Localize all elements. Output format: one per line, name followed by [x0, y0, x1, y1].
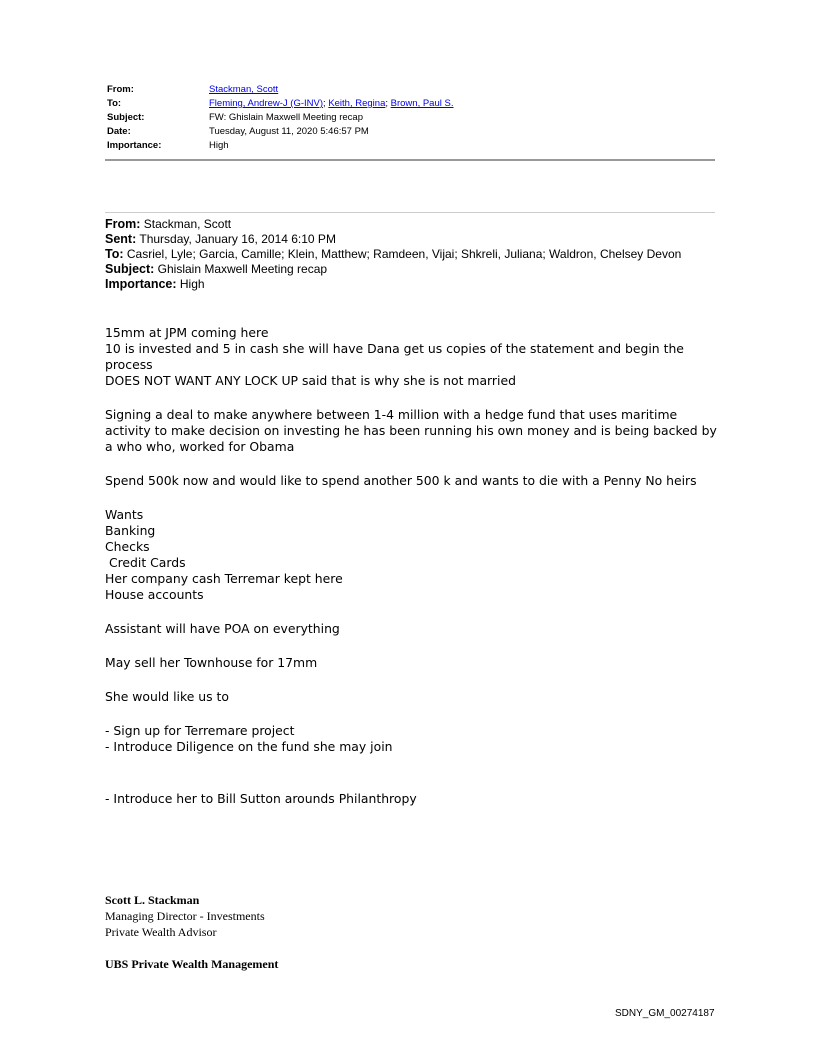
email-body: [105, 325, 717, 807]
signature-block: [105, 892, 278, 972]
header-from-label: From:: [107, 84, 134, 95]
body-line: 15mm at JPM coming here: [105, 325, 269, 340]
signature-firm: UBS Private Wealth Management: [105, 957, 279, 971]
body-paragraph: Signing a deal to make anywhere between 1-4 million with a hedge fund that uses maritime activity to make decision on investing he has been running his own money and is being backed by a who who, worked for Obama: [105, 407, 717, 454]
fwd-importance-label: Importance:: [105, 277, 177, 291]
body-line: House accounts: [105, 587, 204, 602]
header-to-link-3[interactable]: Brown, Paul S.: [390, 98, 454, 109]
body-paragraph: Spend 500k now and would like to spend another 500 k and wants to die with a Penny No heirs: [105, 473, 697, 488]
body-line: Assistant will have POA on everything: [105, 621, 340, 636]
header-importance-value: High: [209, 140, 229, 151]
fwd-subject-value: Ghislain Maxwell Meeting recap: [157, 262, 328, 276]
body-line: Banking: [105, 523, 156, 538]
fwd-importance-value: High: [179, 277, 205, 291]
fwd-importance-line: [105, 277, 705, 292]
header-to-sep-2: ;: [385, 98, 388, 109]
signature-role: Private Wealth Advisor: [105, 925, 217, 939]
header-from-link[interactable]: Stackman, Scott: [209, 84, 279, 95]
header-to-link-1[interactable]: Fleming, Andrew-J (G-INV): [209, 98, 324, 109]
body-list-item: - Sign up for Terremare project: [105, 723, 295, 738]
forward-divider: [105, 212, 715, 213]
body-list-item: - Introduce her to Bill Sutton arounds Philanthropy: [105, 791, 417, 806]
body-line: Credit Cards: [105, 555, 186, 570]
signature-name: Scott L. Stackman: [105, 893, 200, 907]
signature-title: Managing Director - Investments: [105, 909, 265, 923]
fwd-to-line: [105, 247, 705, 262]
fwd-from-value: Stackman, Scott: [143, 217, 232, 231]
fwd-sent-value: Thursday, January 16, 2014 6:10 PM: [139, 232, 336, 246]
body-line: 10 is invested and 5 in cash she will have Dana get us copies of the statement and begin the process: [105, 341, 684, 372]
fwd-to-value: Casriel, Lyle; Garcia, Camille; Klein, Matthew; Ramdeen, Vijai; Shkreli, Juliana; Waldron, Chelsey Devon: [126, 247, 682, 261]
body-line: Her company cash Terremar kept here: [105, 571, 343, 586]
header-date-label: Date:: [107, 126, 131, 137]
header-date-value: Tuesday, August 11, 2020 5:46:57 PM: [209, 126, 369, 137]
header-to-link-2[interactable]: Keith, Regina: [328, 98, 386, 109]
body-line: Wants: [105, 507, 144, 522]
body-line: She would like us to: [105, 689, 229, 704]
body-line: Checks: [105, 539, 150, 554]
header-to-sep-1: ;: [323, 98, 326, 109]
fwd-subject-line: [105, 262, 705, 277]
bates-number: SDNY_GM_00274187: [615, 1008, 715, 1019]
fwd-from-line: [105, 217, 705, 232]
header-to-label: To:: [107, 98, 122, 109]
fwd-subject-label: Subject:: [105, 262, 155, 276]
header-subject-value: FW: Ghislain Maxwell Meeting recap: [209, 112, 363, 123]
header-divider: [105, 159, 715, 161]
body-line: May sell her Townhouse for 17mm: [105, 655, 318, 670]
header-subject-label: Subject:: [107, 112, 145, 123]
fwd-to-label: To:: [105, 247, 124, 261]
body-line: DOES NOT WANT ANY LOCK UP said that is why she is not married: [105, 373, 516, 388]
body-list-item: - Introduce Diligence on the fund she may join: [105, 739, 393, 754]
fwd-sent-line: [105, 232, 705, 247]
fwd-sent-label: Sent:: [105, 232, 137, 246]
forwarded-header: [105, 217, 705, 292]
fwd-from-label: From:: [105, 217, 141, 231]
header-importance-label: Importance:: [107, 140, 162, 151]
